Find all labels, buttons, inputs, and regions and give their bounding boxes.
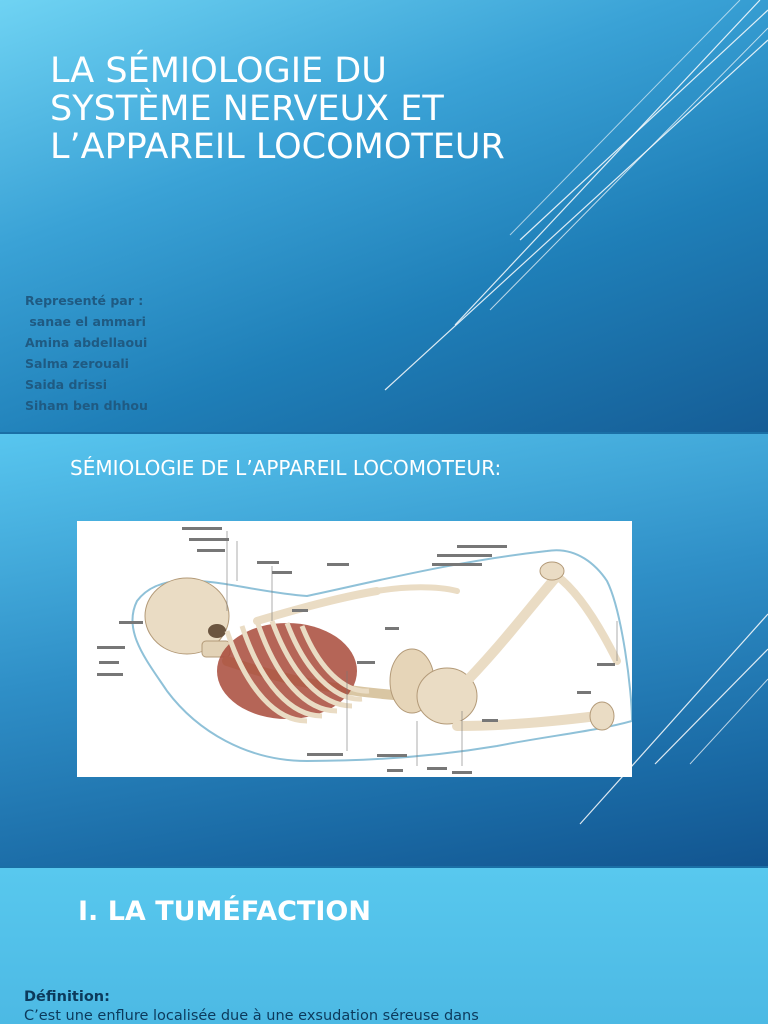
presenter-name: Siham ben dhhou xyxy=(25,398,148,413)
presenters-heading: Representé par : xyxy=(25,293,144,308)
slide-heading: SÉMIOLOGIE DE L’APPAREIL LOCOMOTEUR: xyxy=(70,456,502,480)
skeleton-illustration-icon xyxy=(77,521,632,777)
presenter-name: sanae el ammari xyxy=(25,314,146,329)
definition-label: Définition: xyxy=(24,989,110,1005)
slide-tumefaction xyxy=(0,868,768,1024)
presenter-name: Amina abdellaoui xyxy=(25,335,148,350)
presentation-title: LA SÉMIOLOGIE DU SYSTÈME NERVEUX ET L’APPAREIL LOCOMOTEUR xyxy=(50,51,505,167)
slide-locomoteur xyxy=(0,434,768,866)
definition-text: C’est une enflure localisée due à une exsudation séreuse dans xyxy=(24,1008,479,1024)
section-heading: I. LA TUMÉFACTION xyxy=(78,896,371,927)
presenter-name: Salma zerouali xyxy=(25,356,129,371)
presenter-name: Saida drissi xyxy=(25,377,108,392)
slide-title xyxy=(0,0,768,432)
skeleton-figure xyxy=(77,521,632,777)
presenters-list xyxy=(25,290,148,416)
